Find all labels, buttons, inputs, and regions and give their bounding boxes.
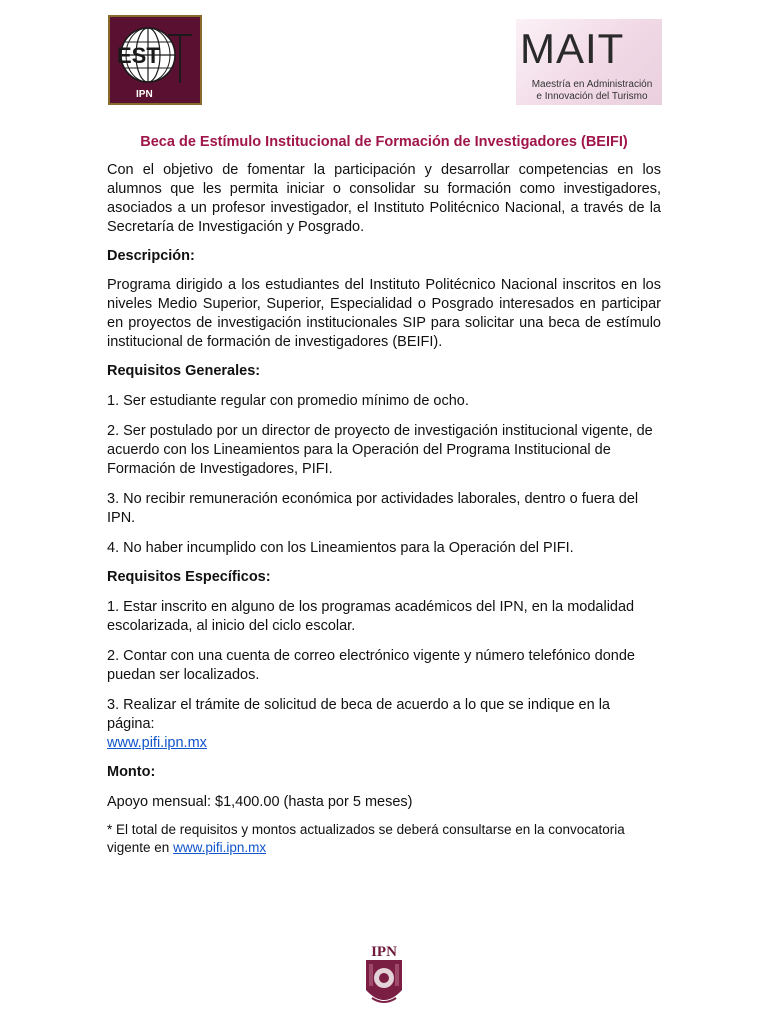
requisito-especifico-item: 3. Realizar el trámite de solicitud de beca de acuerdo a lo que se indique en la página: (107, 697, 610, 732)
svg-text:EST: EST (117, 43, 160, 68)
footnote-text: * El total de requisitos y montos actualizados se deberá consultarse en la convocatoria vigente en (107, 822, 625, 855)
requisito-general-item: 4. No haber incumplido con los Lineamientos para la Operación del PIFI. (107, 540, 574, 556)
footnote-pifi-link[interactable]: www.pifi.ipn.mx (173, 840, 267, 855)
mait-logo-subtitle (524, 79, 660, 103)
pifi-link[interactable]: www.pifi.ipn.mx (107, 735, 207, 751)
mait-subtitle-line-1: Maestría en Administración (531, 79, 653, 90)
svg-text:IPN: IPN (136, 89, 153, 100)
descripcion-paragraph: Programa dirigido a los estudiantes del Instituto Politécnico Nacional inscritos en los niveles Medio Superior, Superior, Especialidad o Posgrado interesados en participar en proyectos de investigación institucionales SIP para solicitar una beca de estímulo institucional de formación de investigadores (BEIFI). (107, 277, 661, 350)
intro-paragraph: Con el objetivo de fomentar la participación y desarrollar competencias en los alumnos que les permita iniciar o consolidar su formación como investigadores, asociados a un profesor investigador, el Instituto Politécnico Nacional, a través de la Secretaría de Investigación y Posgrado. (107, 162, 661, 235)
ipn-shield-icon (360, 940, 408, 1012)
requisito-general-item: 1. Ser estudiante regular con promedio mínimo de ocho. (107, 393, 469, 409)
requisito-especifico-item: 1. Estar inscrito en alguno de los programas académicos del IPN, en la modalidad escolarizada, al inicio del ciclo escolar. (107, 599, 635, 634)
mait-logo (516, 19, 662, 105)
requisito-general-item: 3. No recibir remuneración económica por actividades laborales, dentro o fuera del IPN. (107, 491, 639, 526)
monto-text: Apoyo mensual: $1,400.00 (hasta por 5 meses) (107, 794, 413, 810)
requisitos-especificos-heading: Requisitos Específicos: (107, 569, 271, 585)
pifi-link-line (107, 734, 661, 753)
requisito-general-item: 2. Ser postulado por un director de proyecto de investigación institucional vigente, de acuerdo con los Lineamientos para la Operación del Programa Institucional de Formación de Investigadores, PIFI. (107, 423, 653, 477)
footnote (107, 821, 661, 857)
ipn-emblem (360, 940, 408, 1012)
requisito-especifico-item: 2. Contar con una cuenta de correo electrónico vigente y número telefónico donde puedan ser localizados. (107, 648, 635, 683)
document-body (107, 133, 661, 857)
mait-logo-wordmark: MAIT (520, 25, 625, 72)
globe-icon (110, 17, 200, 103)
requisitos-generales-heading: Requisitos Generales: (107, 363, 261, 379)
mait-subtitle-line-2: e Innovación del Turismo (536, 91, 648, 102)
esit-ipn-logo (108, 15, 202, 105)
descripcion-heading: Descripción: (107, 248, 195, 264)
monto-heading: Monto: (107, 764, 156, 780)
document-title: Beca de Estímulo Institucional de Formación de Investigadores (BEIFI) (140, 134, 628, 150)
svg-text:IPN: IPN (371, 944, 397, 960)
